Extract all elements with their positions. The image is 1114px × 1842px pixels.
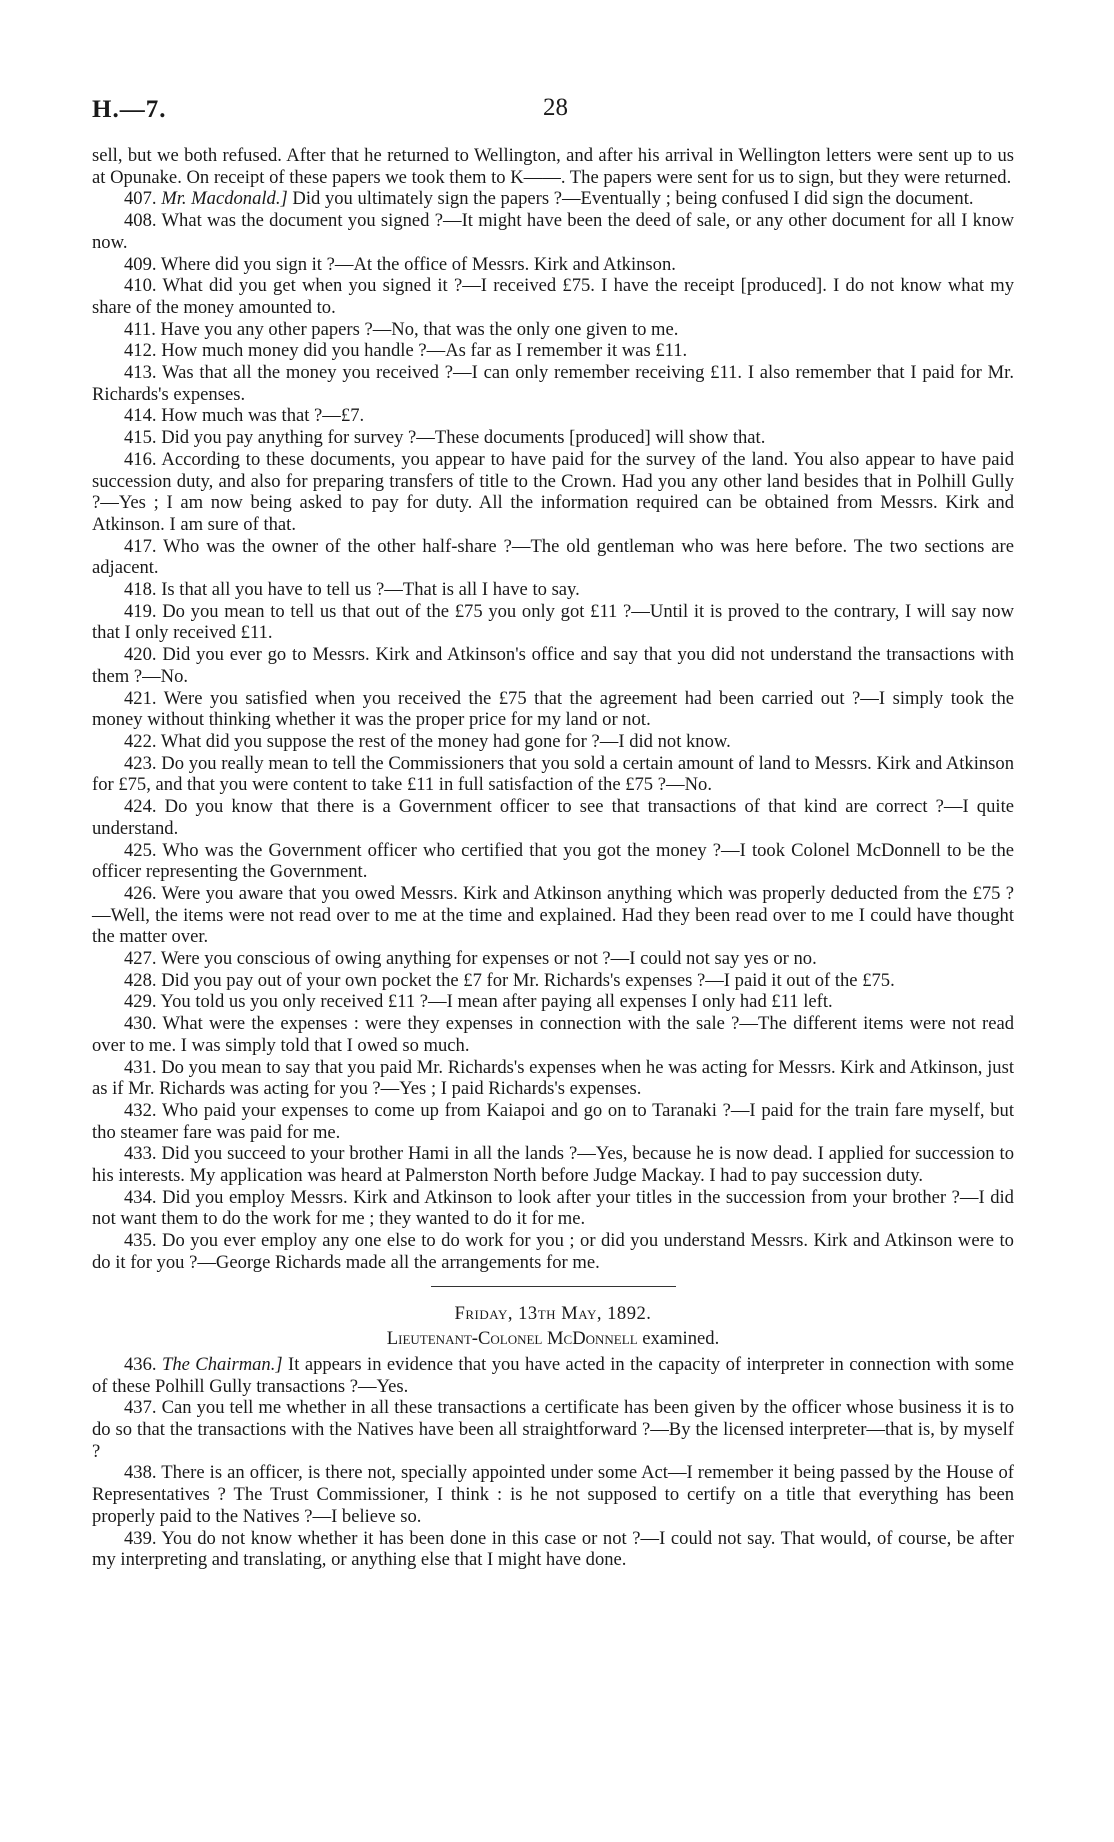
question-text: Did you ever go to Messrs. Kirk and Atkinson's office and say that you did not understand the transactions with them ?—No. [92, 644, 1014, 687]
question-text: Did you succeed to your brother Hami in all the lands ?—Yes, because he is now dead. I applied for succession to his interests. My application was heard at Palmerston North before Judge Mackay. I had to pay succession duty. [92, 1143, 1014, 1187]
section-divider [431, 1286, 676, 1287]
question-text: Who paid your expenses to come up from Kaiapoi and go on to Taranaki ?—I paid for the train fare myself, but tho steamer fare was paid for me. [92, 1099, 1015, 1143]
question-paragraph [92, 991, 1014, 1013]
question-paragraph [92, 362, 1014, 405]
question-paragraph [92, 840, 1014, 883]
question-text: What did you suppose the rest of the money had gone for ?—I did not know. [160, 730, 731, 752]
question-list-b [92, 1354, 1014, 1571]
question-paragraph [92, 1143, 1014, 1186]
document-reference: H.—7. [92, 96, 167, 123]
question-paragraph [92, 1100, 1014, 1143]
speaker-name: Mr. Macdonald.] [161, 188, 288, 210]
question-text: Where did you sign it ?—At the office of Messrs. Kirk and Atkinson. [160, 253, 676, 275]
question-number: 430. [124, 1013, 157, 1035]
question-number: 424. [124, 796, 157, 818]
question-number: 414. [124, 405, 157, 427]
question-number: 428. [124, 969, 157, 991]
question-paragraph [92, 254, 1014, 276]
question-paragraph [92, 883, 1014, 948]
question-paragraph [92, 948, 1014, 970]
question-text: Were you conscious of owing anything for expenses or not ?—I could not say yes or no. [160, 948, 817, 970]
intro-paragraph: sell, but we both refused. After that he returned to Wellington, and after his arrival in Wellington letters were sent up to us at Opunake. On receipt of these papers we took them to K——. The papers were sent for us to sign, but they were returned. [92, 145, 1014, 188]
question-paragraph [92, 188, 1014, 210]
question-text: What was the document you signed ?—It might have been the deed of sale, or any other document for all I know now. [92, 210, 1015, 253]
question-paragraph [92, 1013, 1014, 1056]
question-number: 437. [124, 1397, 157, 1419]
sitting-date: Friday, 13th May, 1892. [454, 1302, 652, 1324]
question-paragraph [92, 1057, 1014, 1100]
question-paragraph [92, 319, 1014, 341]
question-number: 439. [124, 1527, 157, 1549]
question-paragraph [92, 1230, 1014, 1273]
question-text: Did you ultimately sign the papers ?—Eventually ; being confused I did sign the document. [287, 188, 974, 210]
question-number: 436. [124, 1353, 157, 1375]
question-paragraph [92, 1462, 1014, 1527]
question-text: Do you mean to tell us that out of the £75 you only got £11 ?—Until it is proved to the contrary, I will say now that I only received £11. [92, 600, 1014, 644]
question-paragraph [92, 644, 1014, 687]
witness-heading-suffix: examined. [637, 1328, 720, 1350]
question-text: There is an officer, is there not, specially appointed under some Act—I remember it being passed by the House of Representatives ? The Trust Commissioner, I think : is he not supposed to certify on a title that everything has been properly paid to the Natives ?—I believe so. [92, 1462, 1014, 1527]
question-number: 420. [124, 644, 157, 666]
question-text: Do you really mean to tell the Commissioners that you sold a certain amount of land to Messrs. Kirk and Atkinson for £75, and that you were content to take £11 in full satisfaction of the £75 ?—No. [92, 752, 1015, 796]
question-number: 410. [124, 275, 157, 297]
question-paragraph [92, 1354, 1014, 1397]
question-text: You told us you only received £11 ?—I mean after paying all expenses I only had £11 left. [160, 991, 833, 1013]
question-number: 438. [124, 1462, 157, 1484]
question-text: Were you aware that you owed Messrs. Kirk and Atkinson anything which was properly deducted from the £75 ?—Well, the items were not read over to me at the time and explained. Had they been read over to me I could have thought the matter over. [92, 882, 1014, 948]
question-number: 411. [124, 318, 156, 340]
question-text: Do you ever employ any one else to do work for you ; or did you understand Messrs. Kirk and Atkinson were to do it for you ?—George Richards made all the arrangements for me. [92, 1230, 1014, 1273]
question-number: 432. [124, 1099, 157, 1121]
question-number: 417. [124, 535, 157, 557]
question-text: Were you satisfied when you received the £75 that the agreement had been carried out ?—I simply took the money without thinking whether it was the proper price for my land or not. [92, 687, 1015, 731]
question-paragraph [92, 536, 1014, 579]
question-text: What were the expenses : were they expenses in connection with the sale ?—The different items were not read over to me. I was simply told that I owed so much. [92, 1013, 1014, 1056]
question-text: How much was that ?—£7. [161, 405, 365, 427]
question-text: Who was the owner of the other half-share ?—The old gentleman who was here before. The two sections are adjacent. [92, 535, 1014, 579]
question-paragraph [92, 275, 1014, 318]
page-body [92, 145, 1014, 1571]
question-text: According to these documents, you appear to have paid for the survey of the land. You also appear to have paid succession duty, and also for preparing transfers of title to the Crown. Had you any other land besides that in Polhill Gully ?—Yes ; I am now being asked to pay for duty. All the information required can be obtained from Messrs. Kirk and Atkinson. I am sure of that. [92, 448, 1015, 535]
question-number: 426. [124, 882, 157, 904]
question-text: Did you pay out of your own pocket the £7 for Mr. Richards's expenses ?—I paid it out of the £75. [161, 969, 895, 991]
question-number: 435. [124, 1230, 157, 1252]
question-text: It appears in evidence that you have acted in the capacity of interpreter in connection with some of these Polhill Gully transactions ?—Yes. [92, 1353, 1014, 1397]
question-number: 431. [124, 1056, 157, 1078]
question-number: 433. [124, 1143, 157, 1165]
question-paragraph [92, 449, 1014, 536]
question-number: 408. [124, 210, 157, 232]
question-paragraph [92, 427, 1014, 449]
question-number: 407. [124, 188, 157, 210]
page-header [88, 96, 1028, 130]
question-paragraph [92, 405, 1014, 427]
question-number: 409. [124, 253, 157, 275]
question-number: 416. [124, 448, 157, 470]
question-number: 434. [124, 1186, 157, 1208]
question-paragraph [92, 731, 1014, 753]
question-number: 425. [124, 839, 157, 861]
question-paragraph [92, 796, 1014, 839]
question-text: Can you tell me whether in all these transactions a certificate has been given by the officer whose business it is to do so that the transactions with the Natives have been all straightforward ?—By the licensed interpreter—that is, by myself ? [92, 1397, 1014, 1462]
question-text: You do not know whether it has been done in this case or not ?—I could not say. That would, of course, be after my interpreting and translating, or anything else that I might have done. [92, 1527, 1014, 1571]
question-number: 423. [124, 752, 157, 774]
question-number: 413. [124, 362, 157, 384]
question-text: Did you pay anything for survey ?—These documents [produced] will show that. [161, 427, 766, 449]
question-paragraph [92, 1187, 1014, 1230]
question-number: 412. [124, 340, 157, 362]
question-number: 427. [124, 948, 157, 970]
question-text: Have you any other papers ?—No, that was the only one given to me. [160, 318, 679, 340]
question-number: 418. [124, 579, 157, 601]
question-number: 421. [124, 687, 157, 709]
question-text: Do you mean to say that you paid Mr. Richards's expenses when he was acting for Messrs. Kirk and Atkinson, just as if Mr. Richards was acting for you ?—Yes ; I paid Richards's expenses. [92, 1056, 1014, 1100]
witness-heading [92, 1328, 1014, 1350]
question-text: What did you get when you signed it ?—I received £75. I have the receipt [produced]. I do not know what my share of the money amounted to. [92, 275, 1015, 318]
question-text: How much money did you handle ?—As far as I remember it was £11. [161, 340, 688, 362]
page-number: 28 [543, 94, 568, 121]
question-number: 415. [124, 427, 157, 449]
question-paragraph [92, 1528, 1014, 1571]
speaker-name: The Chairman.] [161, 1353, 283, 1375]
question-paragraph [92, 601, 1014, 644]
question-number: 422. [124, 730, 157, 752]
question-paragraph [92, 340, 1014, 362]
question-paragraph [92, 579, 1014, 601]
question-paragraph [92, 970, 1014, 992]
question-paragraph [92, 753, 1014, 796]
question-text: Is that all you have to tell us ?—That is all I have to say. [161, 579, 580, 601]
witness-name: Lieutenant-Colonel McDonnell [386, 1328, 638, 1350]
question-text: Was that all the money you received ?—I can only remember receiving £11. I also remember that I paid for Mr. Richards's expenses. [92, 362, 1014, 405]
question-paragraph [92, 688, 1014, 731]
question-text: Do you know that there is a Government officer to see that transactions of that kind are correct ?—I quite understand. [92, 796, 1014, 839]
question-paragraph [92, 210, 1014, 253]
question-number: 429. [124, 991, 157, 1013]
question-number: 419. [124, 600, 157, 622]
question-text: Who was the Government officer who certified that you got the money ?—I took Colonel McDonnell to be the officer representing the Government. [92, 839, 1014, 883]
question-text: Did you employ Messrs. Kirk and Atkinson to look after your titles in the succession from your brother ?—I did not want them to do the work for me ; they wanted to do it for me. [92, 1186, 1014, 1230]
question-paragraph [92, 1397, 1014, 1462]
question-list-a [92, 188, 1014, 1273]
